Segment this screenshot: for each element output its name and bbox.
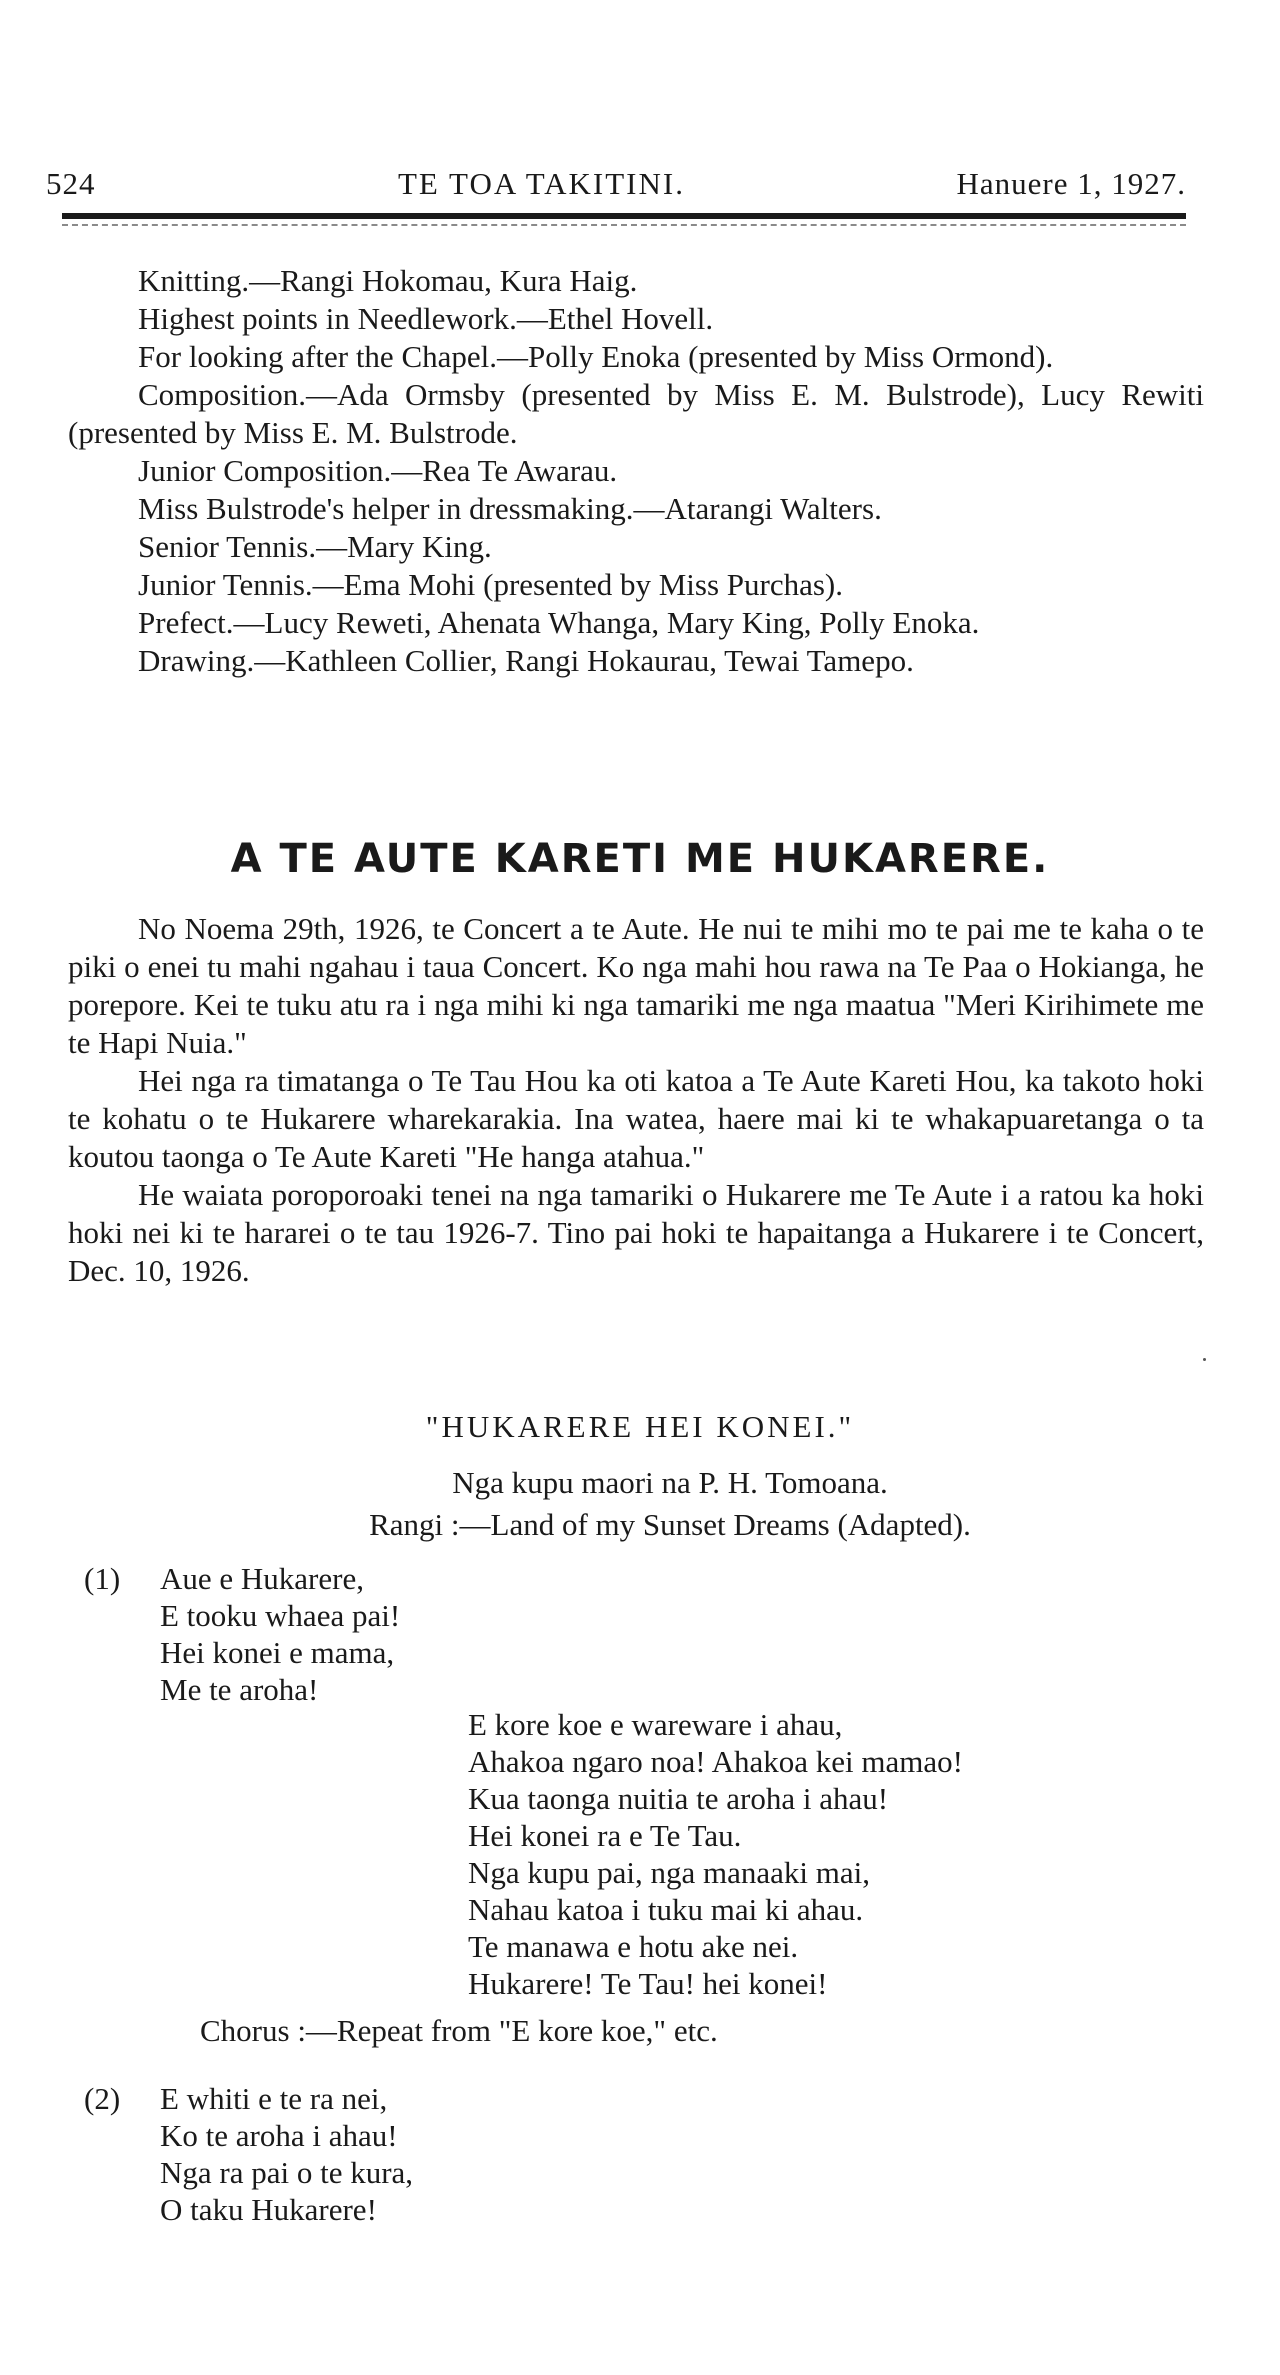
article-paragraph: Hei nga ra timatanga o Te Tau Hou ka oti katoa a Te Aute Kareti Hou, ka takoto hoki te kohatu o te Hukarere wharekarakia. Ina watea, haere mai ki te whakapuaretanga o ta koutou taonga o Te Aute Kareti "He hanga atahua." [68, 1063, 1204, 1174]
award-item: Junior Tennis.—Ema Mohi (presented by Miss Purchas). [138, 567, 844, 602]
song-words-by: Nga kupu maori na P. H. Tomoana. [452, 1465, 888, 1500]
issue-date: Hanuere 1, 1927. [956, 166, 1186, 201]
chorus-line: Te manawa e hotu ake nei. [468, 1929, 799, 1964]
verse-line: O taku Hukarere! [160, 2192, 377, 2227]
verse-line: Ko te aroha i ahau! [160, 2118, 398, 2153]
award-item: Composition.—Ada Ormsby (presented by Miss E. M. Bulstrode), Lucy Rewiti (presented by Miss E. M. Bulstrode. [68, 377, 1204, 450]
article-heading: A TE AUTE KARETI ME HUKARERE. [230, 836, 1050, 882]
chorus-line: Kua taonga nuitia te aroha i ahau! [468, 1781, 889, 1816]
chorus-line: Ahakoa ngaro noa! Ahakoa kei mamao! [468, 1744, 963, 1779]
chorus-note: Chorus :—Repeat from "E kore koe," etc. [200, 2013, 718, 2048]
verse-number: (2) [84, 2081, 121, 2116]
article-body [68, 910, 1204, 1290]
song-tune: Rangi :—Land of my Sunset Dreams (Adapted). [369, 1507, 971, 1542]
verse-line: E tooku whaea pai! [160, 1598, 401, 1633]
chorus-line: Nga kupu pai, nga manaaki mai, [468, 1855, 871, 1890]
verse-number: (1) [84, 1561, 121, 1596]
print-speck [1203, 1358, 1206, 1361]
song-verse-1 [84, 1560, 684, 1710]
award-item: Senior Tennis.—Mary King. [138, 529, 492, 564]
header-rule [62, 213, 1186, 219]
award-item: Prefect.—Lucy Reweti, Ahenata Whanga, Mary King, Polly Enoka. [138, 605, 980, 640]
publication-title: TE TOA TAKITINI. [398, 166, 685, 201]
award-item: Drawing.—Kathleen Collier, Rangi Hokaurau, Tewai Tamepo. [138, 643, 914, 678]
song-chorus [468, 1706, 963, 2002]
award-item: Miss Bulstrode's helper in dressmaking.—Atarangi Walters. [138, 491, 882, 526]
verse-line: Me te aroha! [160, 1672, 319, 1707]
award-item: For looking after the Chapel.—Polly Enoka (presented by Miss Ormond). [138, 339, 1054, 374]
song-verse-2 [84, 2080, 684, 2230]
page-header [46, 166, 1186, 206]
award-item: Knitting.—Rangi Hokomau, Kura Haig. [138, 263, 638, 298]
chorus-line: Nahau katoa i tuku mai ki ahau. [468, 1892, 864, 1927]
page-number: 524 [46, 166, 96, 201]
header-rule-dashed [62, 224, 1186, 226]
song-title: "HUKARERE HEI KONEI." [425, 1409, 855, 1444]
chorus-line: Hei konei ra e Te Tau. [468, 1818, 742, 1853]
award-item: Junior Composition.—Rea Te Awarau. [138, 453, 618, 488]
article-paragraph: He waiata poroporoaki tenei na nga tamariki o Hukarere me Te Aute i a ratou ka hoki hoki nei ki te hararei o te tau 1926-7. Tino pai hoki te hapaitanga a Hukarere i te Concert, Dec. 10, 1926. [68, 1177, 1204, 1288]
chorus-line: E kore koe e wareware i ahau, [468, 1707, 843, 1742]
verse-line: E whiti e te ra nei, [160, 2081, 388, 2116]
verse-line: Aue e Hukarere, [160, 1561, 364, 1596]
verse-line: Hei konei e mama, [160, 1635, 395, 1670]
verse-line: Nga ra pai o te kura, [160, 2155, 414, 2190]
awards-list [68, 262, 1204, 680]
award-item: Highest points in Needlework.—Ethel Hovell. [138, 301, 714, 336]
chorus-line: Hukarere! Te Tau! hei konei! [468, 1966, 828, 2001]
article-paragraph: No Noema 29th, 1926, te Concert a te Aute. He nui te mihi mo te pai me te kaha o te piki o enei tu mahi ngahau i taua Concert. Ko nga mahi hou rawa na Te Paa o Hokianga, he porepore. Kei te tuku atu ra i nga mihi ki nga tamariki me nga maatua "Meri Kirihimete me te Hapi Nuia." [68, 911, 1204, 1060]
